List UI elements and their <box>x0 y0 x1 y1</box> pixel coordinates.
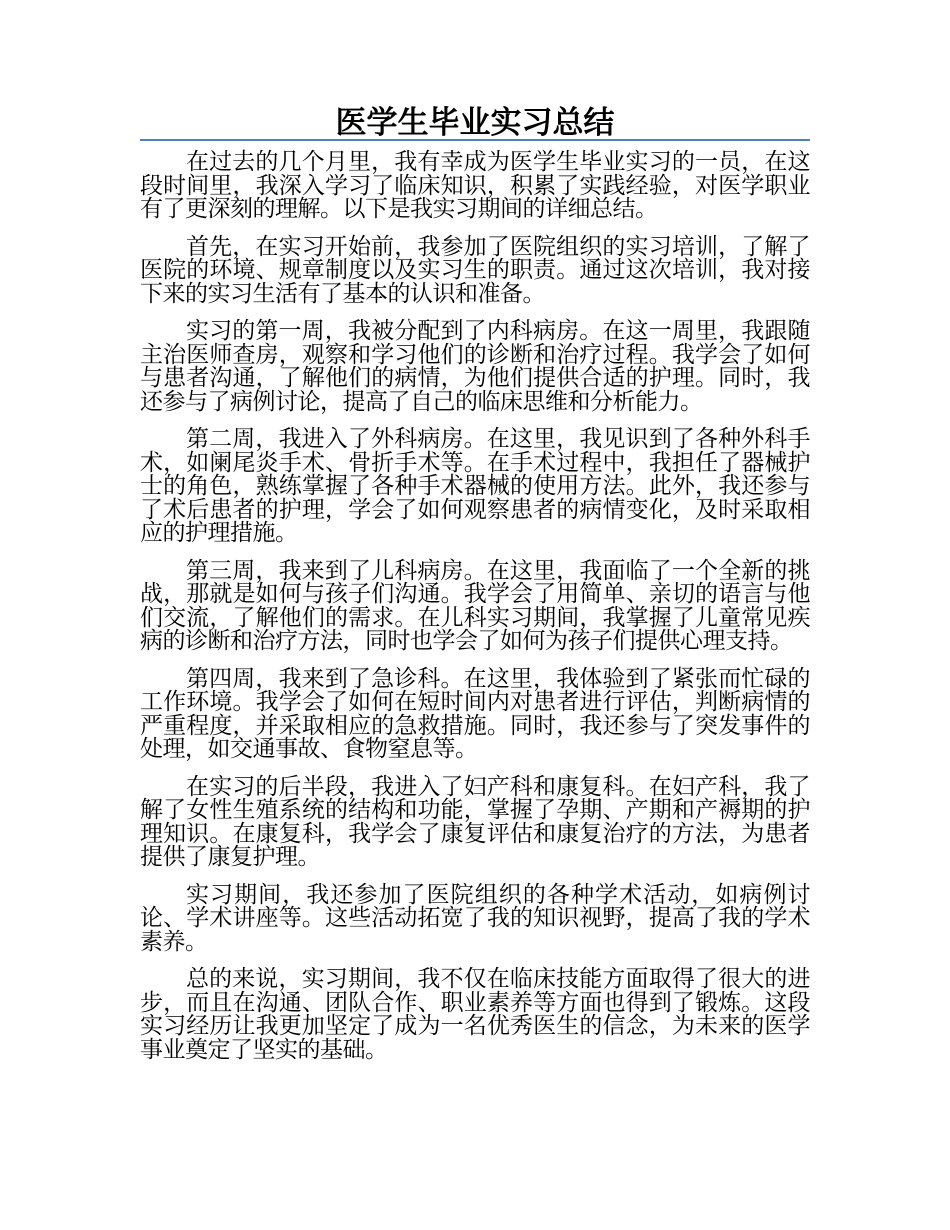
paragraph-academic: 实习期间，我还参加了医院组织的各种学术活动，如病例讨论、学术讲座等。这些活动拓宽了我的知识视野，提高了我的学术素养。 <box>140 881 810 955</box>
paragraph-week-two: 第二周，我进入了外科病房。在这里，我见识到了各种外科手术，如阑尾炎手术、骨折手术等。在手术过程中，我担任了器械护士的角色，熟练掌握了各种手术器械的使用方法。此外，我还参与了术后患者的护理，学会了如何观察患者的病情变化，及时采取相应的护理措施。 <box>140 426 810 546</box>
paragraph-week-one: 实习的第一周，我被分配到了内科病房。在这一周里，我跟随主治医师查房，观察和学习他们的诊断和治疗过程。我学会了如何与患者沟通，了解他们的病情，为他们提供合适的护理。同时，我还参与了病例讨论，提高了自己的临床思维和分析能力。 <box>140 318 810 415</box>
document-body <box>140 151 810 1076</box>
paragraph-second-half: 在实习的后半段，我进入了妇产科和康复科。在妇产科，我了解了女性生殖系统的结构和功能，掌握了孕期、产期和产褥期的护理知识。在康复科，我学会了康复评估和康复治疗的方法，为患者提供了康复护理。 <box>140 773 810 870</box>
paragraph-conclusion: 总的来说，实习期间，我不仅在临床技能方面取得了很大的进步，而且在沟通、团队合作、职业素养等方面也得到了锻炼。这段实习经历让我更加坚定了成为一名优秀医生的信念，为未来的医学事业奠定了坚实的基础。 <box>140 966 810 1063</box>
title-underline <box>140 139 810 141</box>
document-title: 医学生毕业实习总结 <box>335 105 615 141</box>
paragraph-training: 首先，在实习开始前，我参加了医院组织的实习培训，了解了医院的环境、规章制度以及实习生的职责。通过这次培训，我对接下来的实习生活有了基本的认识和准备。 <box>140 233 810 307</box>
paragraph-week-three: 第三周，我来到了儿科病房。在这里，我面临了一个全新的挑战，那就是如何与孩子们沟通。我学会了用简单、亲切的语言与他们交流，了解他们的需求。在儿科实习期间，我掌握了儿童常见疾病的诊断和治疗方法，同时也学会了如何为孩子们提供心理支持。 <box>140 557 810 654</box>
paragraph-week-four: 第四周，我来到了急诊科。在这里，我体验到了紧张而忙碌的工作环境。我学会了如何在短时间内对患者进行评估，判断病情的严重程度，并采取相应的急救措施。同时，我还参与了突发事件的处理，如交通事故、食物窒息等。 <box>140 665 810 762</box>
paragraph-intro: 在过去的几个月里，我有幸成为医学生毕业实习的一员，在这段时间里，我深入学习了临床知识，积累了实践经验，对医学职业有了更深刻的理解。以下是我实习期间的详细总结。 <box>140 149 810 222</box>
